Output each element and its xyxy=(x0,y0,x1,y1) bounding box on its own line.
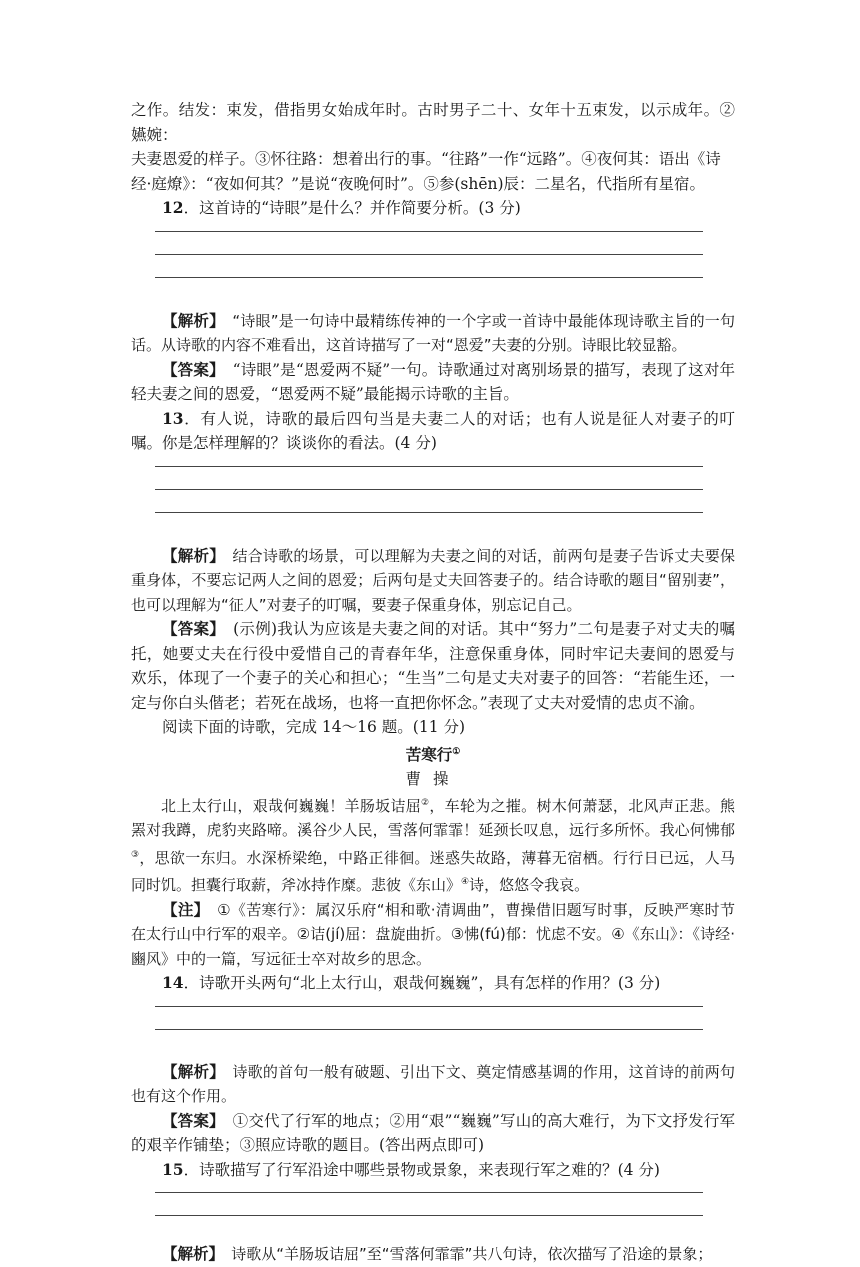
answer-line xyxy=(155,489,703,490)
answer-block xyxy=(131,358,735,407)
poem-body: 北上太行山，艰哉何巍巍！羊肠坂诘屈②，车轮为之摧。树木何萧瑟，北风声正悲。熊罴对我蹲，虎豹夹路啼。溪谷少人民，雪落何霏霏！延颈长叹息，远行多所怀。我心何怫郁③，思欲一东归。水深桥梁绝，中路正徘徊。迷惑失故路，薄暮无宿栖。行行日已远，人马同时饥。担囊行取薪，斧冰持作糜。悲彼《东山》④诗，悠悠令我哀。 xyxy=(131,796,735,895)
answer-tag: 【答案】 xyxy=(162,1110,217,1130)
question-text: ．诗歌开头两句“北上太行山，艰哉何巍巍”，具有怎样的作用？(3 分) xyxy=(183,974,661,993)
question-number: 14 xyxy=(162,973,184,993)
answer-block xyxy=(131,1109,735,1158)
analysis-tag: 【解析】 xyxy=(162,310,218,330)
answer-line xyxy=(155,277,703,278)
question-text: ．有人说，诗歌的最后四句当是夫妻二人的对话；也有人说是征人对妻子的叮嘱。你是怎样理解的？谈谈你的看法。(4 分) xyxy=(131,409,735,452)
answer-text: (示例)我认为应该是夫妻之间的对话。其中“努力”二句是妻子对丈夫的嘱托，她要丈夫在行役中爱惜自己的青春年华，注意保重身体，同时牢记夫妻间的恩爱与欢乐，体现了一个妻子的关心和担心；“生当”二句是丈夫对妻子的回答：“若能生还，一定与你白头偕老；若死在战场，也将一直把你怀念。”表现了丈夫对爱情的忠贞不渝。 xyxy=(131,620,735,712)
answer-lines[interactable] xyxy=(131,1192,735,1242)
analysis-block xyxy=(131,544,735,618)
answer-lines[interactable] xyxy=(131,1006,735,1060)
analysis-tag: 【解析】 xyxy=(162,1244,217,1264)
question-14 xyxy=(131,971,735,996)
document-page xyxy=(131,0,735,1267)
footnote-mark: ① xyxy=(452,746,461,757)
answer-line xyxy=(155,231,703,232)
analysis-tag: 【解析】 xyxy=(162,545,218,565)
note-line: 经·庭燎》：“夜如何其？”是说“夜晚何时”。⑤参(shēn)辰：二星名，代指所有星宿。 xyxy=(131,174,706,193)
poem-notes xyxy=(131,898,735,972)
reading-intro: 阅读下面的诗歌，完成 14～16 题。(11 分) xyxy=(162,718,466,736)
question-15 xyxy=(131,1158,735,1183)
question-text: ．诗歌描写了行军沿途中哪些景物或景象，来表现行军之难的？(4 分) xyxy=(183,1160,660,1179)
footnote-mark: ④ xyxy=(461,877,470,888)
answer-line xyxy=(155,466,703,467)
analysis-block xyxy=(131,309,735,358)
question-text: ．这首诗的“诗眼”是什么？并作简要分析。(3 分) xyxy=(183,199,521,217)
analysis-text: 诗歌从“羊肠坂诘屈”至“雪落何霏霏”共八句诗，依次描写了沿途的景象； xyxy=(216,1245,713,1264)
top-note xyxy=(131,98,735,196)
note-text: ①《苦寒行》：属汉乐府“相和歌·清调曲”，曹操借旧题写时事，反映严寒时节在太行山中行军的艰辛。②诘(jí)屈：盘旋曲折。③怫(fú)郁：忧虑不安。④《东山》：《诗经·豳风》中的一篇，写远征士卒对故乡的思念。 xyxy=(131,900,735,968)
answer-text: “诗眼”是“恩爱两不疑”一句。诗歌通过对离别场景的描写，表现了这对年轻夫妻之间的恩爱，“恩爱两不疑”最能揭示诗歌的主旨。 xyxy=(131,360,735,403)
analysis-block xyxy=(131,1060,735,1109)
question-number: 15 xyxy=(162,1159,184,1179)
analysis-tag: 【解析】 xyxy=(162,1061,218,1081)
footnote-mark: ③ xyxy=(131,849,140,860)
answer-tag: 【答案】 xyxy=(162,359,217,379)
answer-lines[interactable] xyxy=(131,466,735,544)
answer-line xyxy=(155,254,703,255)
answer-tag: 【答案】 xyxy=(162,619,218,638)
poem-title: 苦寒行① xyxy=(405,744,461,764)
answer-text: ①交代了行军的地点；②用“艰”“巍巍”写山的高大难行，为下文抒发行军的艰辛作铺垫；③照应诗歌的题目。(答出两点即可) xyxy=(131,1111,735,1155)
analysis-text: 结合诗歌的场景，可以理解为夫妻之间的对话，前两句是妻子告诉丈夫要保重身体，不要忘记两人之间的恩爱；后两句是丈夫回答妻子的。结合诗歌的题目“留别妻”，也可以理解为“征人”对妻子的叮嘱，要妻子保重身体，别忘记自己。 xyxy=(131,546,735,614)
answer-line xyxy=(155,1006,703,1007)
question-number: 12 xyxy=(162,198,184,217)
analysis-text: 诗歌的首句一般有破题、引出下文、奠定情感基调的作用，这首诗的前两句也有这个作用。 xyxy=(131,1062,735,1106)
answer-line xyxy=(155,1192,703,1193)
poem-author: 曹操 xyxy=(405,769,461,788)
answer-block xyxy=(131,617,735,715)
note-line: 之作。结发：束发，借指男女始成年时。古时男子二十、女年十五束发，以示成年。②嬿婉： xyxy=(131,101,735,144)
note-tag: 【注】 xyxy=(162,899,202,919)
analysis-block xyxy=(131,1242,735,1267)
answer-lines[interactable] xyxy=(131,231,735,309)
answer-line xyxy=(155,512,703,513)
note-line: 夫妻恩爱的样子。③怀往路：想着出行的事。“往路”一作“远路”。④夜何其：语出《诗 xyxy=(131,150,721,168)
question-number: 13 xyxy=(162,408,184,428)
analysis-text: “诗眼”是一句诗中最精练传神的一个字或一首诗中最能体现诗歌主旨的一句话。从诗歌的内容不难看出，这首诗描写了一对“恩爱”夫妻的分别。诗眼比较显豁。 xyxy=(131,311,735,354)
footnote-mark: ② xyxy=(421,797,430,808)
answer-line xyxy=(155,1029,703,1030)
question-12 xyxy=(131,196,735,221)
question-13 xyxy=(131,407,735,456)
